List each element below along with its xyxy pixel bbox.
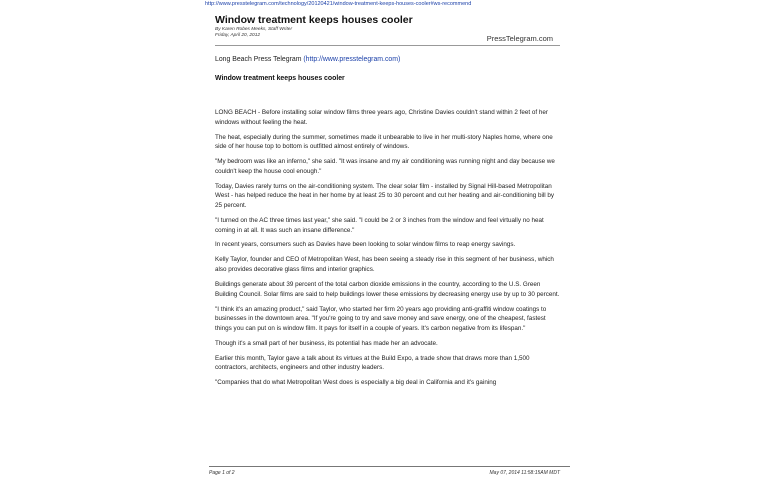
headline: Window treatment keeps houses cooler [215, 14, 413, 26]
paragraph: The heat, especially during the summer, sometimes made it unbearable to live in her multi-story Naples home, where one side of her house top to bottom is outfitted almost entirely of windows. [215, 133, 553, 151]
source-link[interactable]: (http://www.presstelegram.com) [303, 56, 401, 63]
paragraph: Buildings generate about 39 percent of the total carbon dioxide emissions in the country, according to the U.S. Green Building Council. Solar films are said to help buildings lower these emissions by decreasing energy use by up to 30 percent. [215, 281, 560, 298]
footer-divider [209, 466, 570, 467]
paragraph: "I turned on the AC three times last year," she said. "I could be 2 or 3 inches from the window and feel virtually no heat coming in at all. It was such an insane difference." [215, 216, 544, 234]
page-url[interactable]: http://www.presstelegram.com/technology/20120421/window-treatment-keeps-houses-cooler#ws-recommend [205, 1, 472, 7]
paragraph: LONG BEACH - Before installing solar window films three years ago, Christine Davies couldn't stand within 2 feet of her windows without feeling the heat. [215, 109, 548, 126]
source-line [215, 56, 400, 63]
byline [215, 27, 292, 38]
paragraph: Kelly Taylor, founder and CEO of Metropolitan West, has been seeing a steady rise in this segment of her business, which also provides decorative glass films and interior graphics. [215, 256, 554, 274]
author: By Karen Robes Meeks, Staff Writer [215, 27, 293, 32]
paragraph: Earlier this month, Taylor gave a talk about its virtues at the Build Expo, a trade show that draws more than 1,500 contractors, architects, engineers and other industry leaders. [215, 354, 530, 372]
paragraph: Though it's a small part of her business, its potential has made her an advocate. [215, 339, 438, 347]
paragraph: "My bedroom was like an inferno," she said. "It was insane and my air conditioning was running night and day because we couldn't keep the house cool enough." [215, 158, 555, 175]
source-name: Long Beach Press Telegram [215, 56, 302, 63]
paragraph: Today, Davies rarely turns on the air-conditioning system. The clear solar film - installed by Signal Hill-based Metropolitan West - has helped reduce the heat in her home by at least 25 to 30 percent and cut her heating and air-conditioning bill by 25 percent. [215, 182, 555, 209]
document-page [205, 0, 570, 480]
paragraph: "I think it's an amazing product," said Taylor, who started her firm 20 years ago providing anti-graffiti window coatings to businesses in the downtown area. "If you're going to try and save money and save energy, one of the cheapest, fastest things you can put on is window film. It pays for itself in a couple of years. It's carbon negative from its lifespan." [215, 305, 547, 332]
paragraph: In recent years, consumers such as Davies have been looking to solar window films to reap energy savings. [215, 241, 516, 249]
brand-name: PressTelegram.com [486, 34, 553, 43]
paragraph: "Companies that do what Metropolitan West does is especially a big deal in California and it's gaining [215, 379, 497, 387]
article-body [215, 108, 560, 393]
publish-date: Friday, April 20, 2012 [215, 32, 261, 38]
header-divider [215, 45, 560, 46]
page-number: Page 1 of 2 [209, 470, 235, 476]
article-title: Window treatment keeps houses cooler [215, 75, 345, 82]
print-timestamp: May 07, 2014 11:58:15AM MDT [489, 470, 560, 476]
